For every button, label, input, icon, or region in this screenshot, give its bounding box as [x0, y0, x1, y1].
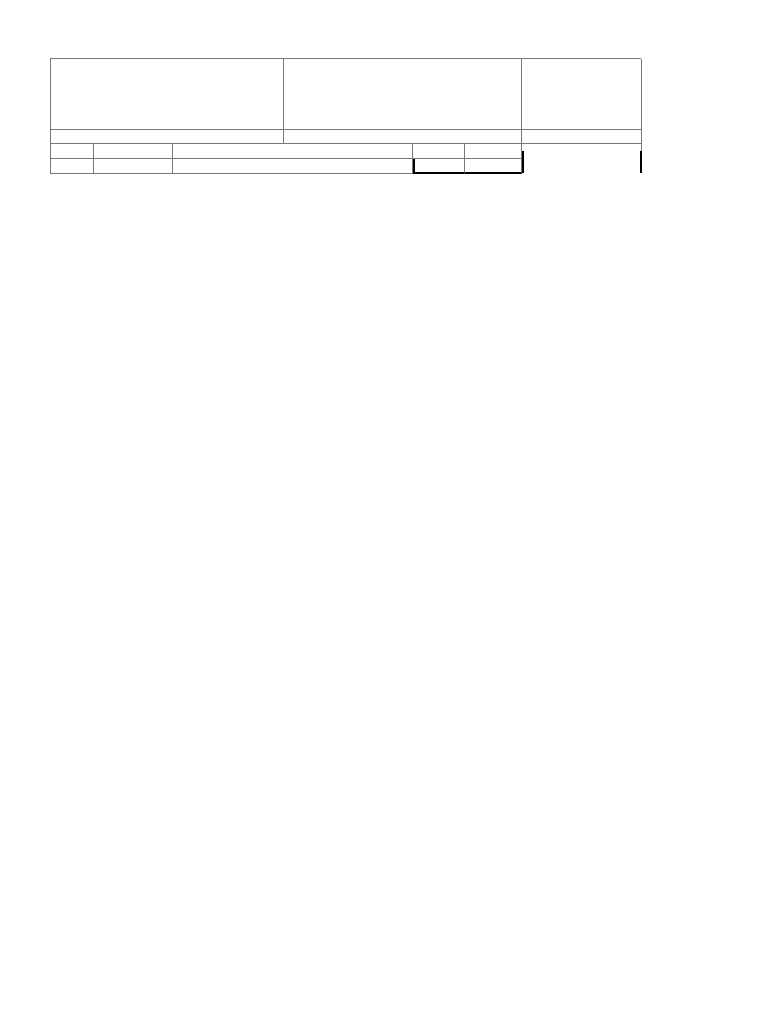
dates-row-empty [522, 130, 642, 144]
support-cell [522, 59, 642, 130]
spacer-sno [51, 159, 94, 174]
header-plate [413, 144, 465, 159]
spacer-row [50, 159, 641, 174]
header-sno [51, 144, 94, 159]
spacer-date [94, 159, 173, 174]
header-date-of-submission [522, 151, 642, 173]
header-topic [173, 144, 413, 159]
faculty-cell [51, 59, 284, 130]
header-test [465, 144, 522, 159]
header-date [94, 144, 173, 159]
subject-cell [284, 59, 522, 130]
last-working-date [284, 130, 522, 144]
spacer-topic [173, 159, 413, 174]
sem-start-date [51, 130, 284, 144]
spacer-plate [413, 159, 465, 174]
info-block [50, 58, 641, 159]
spacer-test [465, 159, 522, 174]
